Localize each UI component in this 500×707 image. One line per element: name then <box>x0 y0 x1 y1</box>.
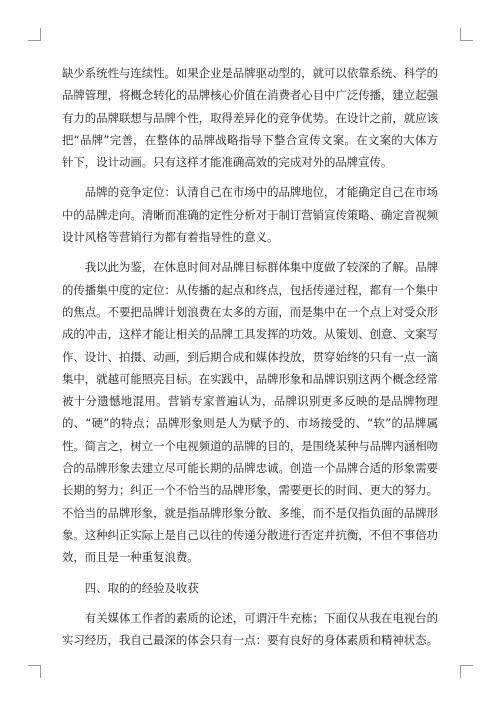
paragraph-continued: 缺少系统性与连续性。如果企业是品牌驱动型的，就可以依靠系统、科学的品牌管理，将概念转化的品牌核心价值在消费者心目中广泛传播，建立起强有力的品牌联想与品牌个性，取得差异化的竞争优势。在设计之前，就应该把“品牌”完善，在整体的品牌战略指导下整合宣传文案。在文案的大体方针下，设计动画。只有这样才能准确高效的完成对外的品牌宣传。 <box>62 66 438 170</box>
crop-mark-bottom-right <box>460 665 473 678</box>
crop-mark-top-left <box>28 28 41 41</box>
crop-mark-top-right <box>460 28 473 41</box>
crop-mark-bottom-left <box>28 665 41 678</box>
section-heading: 四、取的的经验及收获 <box>84 580 199 595</box>
document-body <box>62 62 438 659</box>
paragraph-brand-concentration: 我以此为鉴，在休息时间对品牌目标群体集中度做了较深的了解。品牌的传播集中度的定位：从传播的起点和终点，包括传递过程，都有一个集中的焦点。不要把品牌计划浪费在太多的方面，而是集中在一个点上对受众形成的冲击，这样才能让相关的品牌工具发挥的功效。从策划、创意、文案写作、设计、拍摄、动画，到后期合成和媒体投放，贯穿始终的只有一点一滴集中，就越可能照亮目标。在实践中，品牌形象和品牌识别这两个概念经常被十分遗憾地混用。营销专家普遍认为，品牌识别更多反映的是品牌物理的、“硬”的特点；品牌形象则是人为赋予的、市场接受的、“软”的品牌属性。简言之，树立一个电视频道的品牌的目的，是围绕某种与品牌内涵相吻合的品牌形象去建立尽可能长期的品牌忠诚。创造一个品牌合适的形象需要长期的努力；纠正一个不恰当的品牌形象，需要更长的时间、更大的努力。不恰当的品牌形象，就是指品牌形象分散、多维，而不是仅指负面的品牌形象。这种纠正实际上是自己以往的传递分散进行否定并抗衡，不但不事倍功效，而且是一种重复浪费。 <box>62 260 438 565</box>
paragraph-experience: 有关媒体工作者的素质的论述，可谓汗牛充栋；下面仅从我在电视台的实习经历，我自己最深的体会只有一点：要有良好的身体素质和精神状态。 <box>62 610 438 648</box>
paragraph-competitive-positioning: 品牌的竞争定位：认清自己在市场中的品牌地位，才能确定自己在市场中的品牌走向。清晰而准确的定性分析对于制订营销宣传策略、确定音视频设计风格等营销行为都有着指导性的意义。 <box>62 185 438 245</box>
